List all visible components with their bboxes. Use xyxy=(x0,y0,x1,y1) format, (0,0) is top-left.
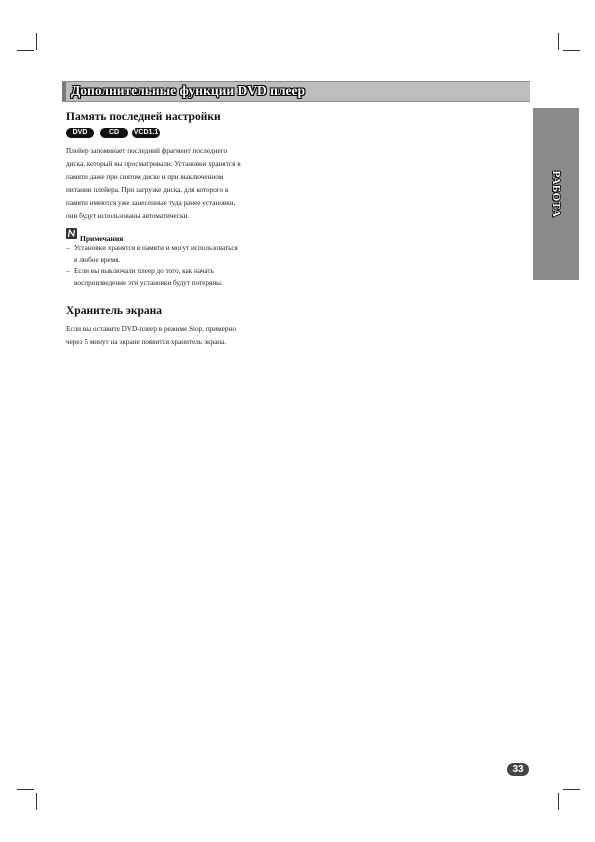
badge-dvd: DVD xyxy=(66,128,94,138)
crop-mark xyxy=(563,789,580,790)
paragraph-line: памяти имеются уже занесенные туда ранее установки, xyxy=(66,199,236,207)
note-line: Если вы выключали плеер до того, как начать xyxy=(74,267,214,275)
paragraph-line: они будут использованы автоматически. xyxy=(66,212,190,220)
crop-mark xyxy=(17,789,34,790)
notes-title: Примечания xyxy=(80,234,124,243)
crop-mark xyxy=(558,793,559,810)
badge-vcd: VCD1.1 xyxy=(133,129,159,136)
section-title-bar xyxy=(62,81,530,102)
crop-mark xyxy=(17,50,34,51)
crop-mark xyxy=(563,50,580,51)
crop-mark xyxy=(36,33,37,50)
paragraph-line: через 5 минут на экране появится хранитель экрана. xyxy=(66,338,227,346)
side-tab-label: РАБОТА xyxy=(550,170,562,218)
paragraph-line: диска, который вы просматривали. Установки хранятся в xyxy=(66,160,241,168)
paragraph-line: питании плейера. При загрузке диска, для которого в xyxy=(66,186,229,194)
notes-list xyxy=(66,243,306,289)
page-number: 33 xyxy=(507,763,529,776)
paragraph-line: Плейер запоминает последний фрагмент последнего xyxy=(66,147,228,155)
list-item xyxy=(66,243,306,266)
screen-saver-paragraph xyxy=(66,323,306,349)
list-item xyxy=(66,266,306,289)
side-chapter-tab xyxy=(533,108,579,280)
badge-cd: CD xyxy=(100,128,128,138)
paragraph-line: Если вы оставите DVD-плеер в режиме Stop, примерно xyxy=(66,325,236,333)
crop-mark xyxy=(36,793,37,810)
section-heading-last-setting-memory: Память последней настройки xyxy=(66,111,221,123)
list-dash: – xyxy=(66,267,70,275)
note-icon xyxy=(66,228,77,239)
page-title: Дополнительные функции DVD плеер xyxy=(71,83,306,98)
paragraph-line: памяти даже при снятом диске и при выключенном xyxy=(66,173,224,181)
note-line: в любое время. xyxy=(74,255,121,264)
note-line: воспроизведение эти установки будут потеряны. xyxy=(74,278,223,287)
crop-mark xyxy=(558,33,559,50)
list-dash: – xyxy=(66,244,70,252)
section-heading-screen-saver: Хранитель экрана xyxy=(66,305,162,317)
last-setting-paragraph xyxy=(66,145,306,223)
title-bar-accent xyxy=(62,82,66,101)
note-line: Установки хранятся в памяти и могут использоваться xyxy=(74,244,238,252)
